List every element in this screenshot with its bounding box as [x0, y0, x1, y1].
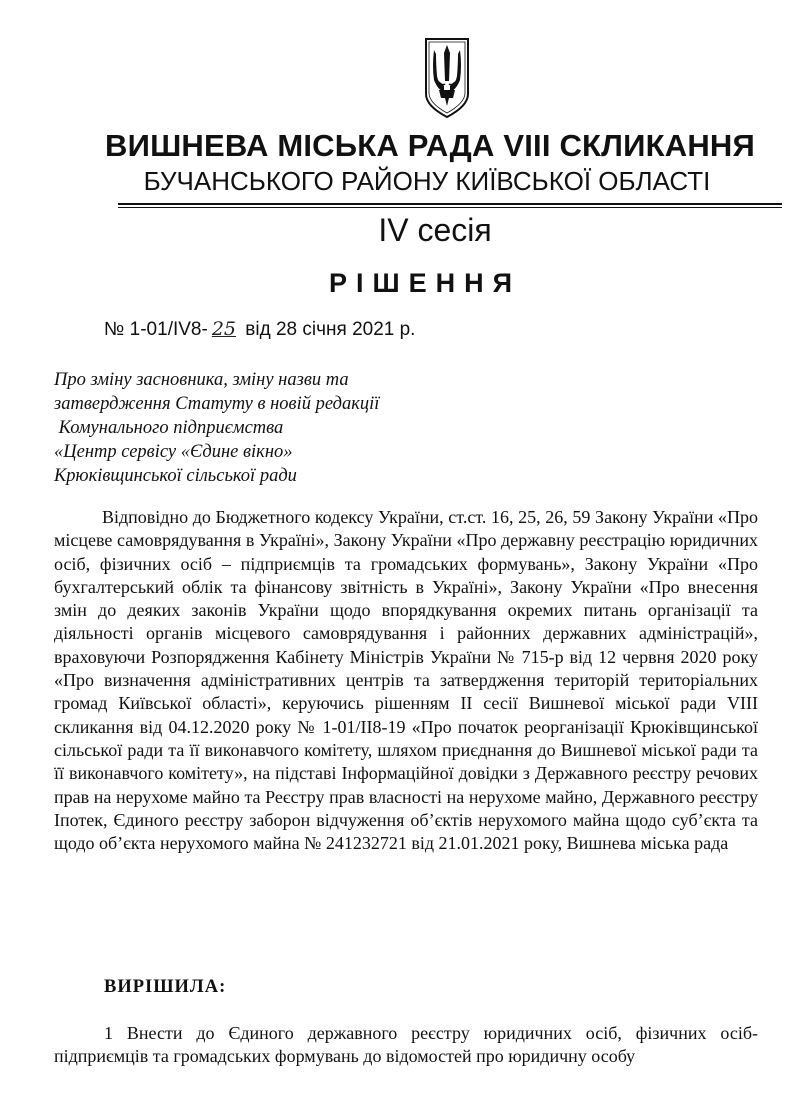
subject-line: Про зміну засновника, зміну назви та [54, 370, 349, 390]
decision-number-line [104, 318, 415, 341]
decision-number-handwritten: 25 [211, 318, 237, 340]
council-district: БУЧАНСЬКОГО РАЙОНУ КИЇВСЬКОЇ ОБЛАСТІ [143, 166, 711, 196]
decision-subject [54, 368, 474, 488]
decision-number-prefix: № 1-01/IV8- [104, 319, 208, 340]
document-type-heading: РІШЕННЯ [328, 268, 522, 298]
subject-line: Крюківщинської сільської ради [54, 466, 297, 486]
subject-line: Комунального підприємства [54, 418, 284, 438]
resolved-heading: ВИРІШИЛА: [104, 977, 227, 997]
council-name: ВИШНЕВА МІСЬКА РАДА VIII СКЛИКАННЯ [105, 128, 755, 163]
header-divider [118, 203, 782, 205]
preamble-paragraph: Відповідно до Бюджетного кодексу України, ст.ст. 16, 25, 26, 59 Закону України «Про місцеве самоврядування в Україні», Закону України «Про державну реєстрацію юридичних осіб, фізичних осіб – підприємців та громадських формувань», Закону України «Про бухгалтерський облік та фінансову звітність в Україні», Закону України «Про внесення змін до деяких законів України щодо впорядкування окремих питань організації та діяльності органів місцевого самоврядування і районних державних адміністрацій», враховуючи Розпорядження Кабінету Міністрів України № 715-р від 12 червня 2020 року «Про визначення адміністративних центрів та затвердження територій територіальних громад Київської області», керуючись рішенням II сесії Вишневої міської ради VIII скликання від 04.12.2020 року № 1-01/II8-19 «Про початок реорганізації Крюківщинської сільської ради та її виконавчого комітету, шляхом приєднання до Вишневої міської ради та її виконавчого комітету», на підставі Інформаційної довідки з Державного реєстру речових прав на нерухоме майно та Реєстру прав власності на нерухоме майно, Державного реєстру Іпотек, Єдиного реєстру заборон відчуження об’єктів нерухомого майна щодо суб’єкта та щодо об’єкта нерухомого майна № 241232721 від 21.01.2021 року, Вишнева міська рада [54, 507, 758, 854]
decision-date: від 28 січня 2021 р. [245, 319, 416, 340]
decision-item-1: 1 Внести до Єдиного державного реєстру юридичних осіб, фізичних осіб-підприємців та громадських формувань до відомостей про юридичну особу [54, 1023, 758, 1067]
trident-emblem-icon [422, 36, 472, 120]
subject-line: «Центр сервісу «Єдине вікно» [54, 442, 293, 462]
subject-line: затвердження Статуту в новій редакції [54, 394, 380, 414]
header-divider-thin [118, 207, 782, 208]
session-title: IV сесія [378, 212, 492, 248]
